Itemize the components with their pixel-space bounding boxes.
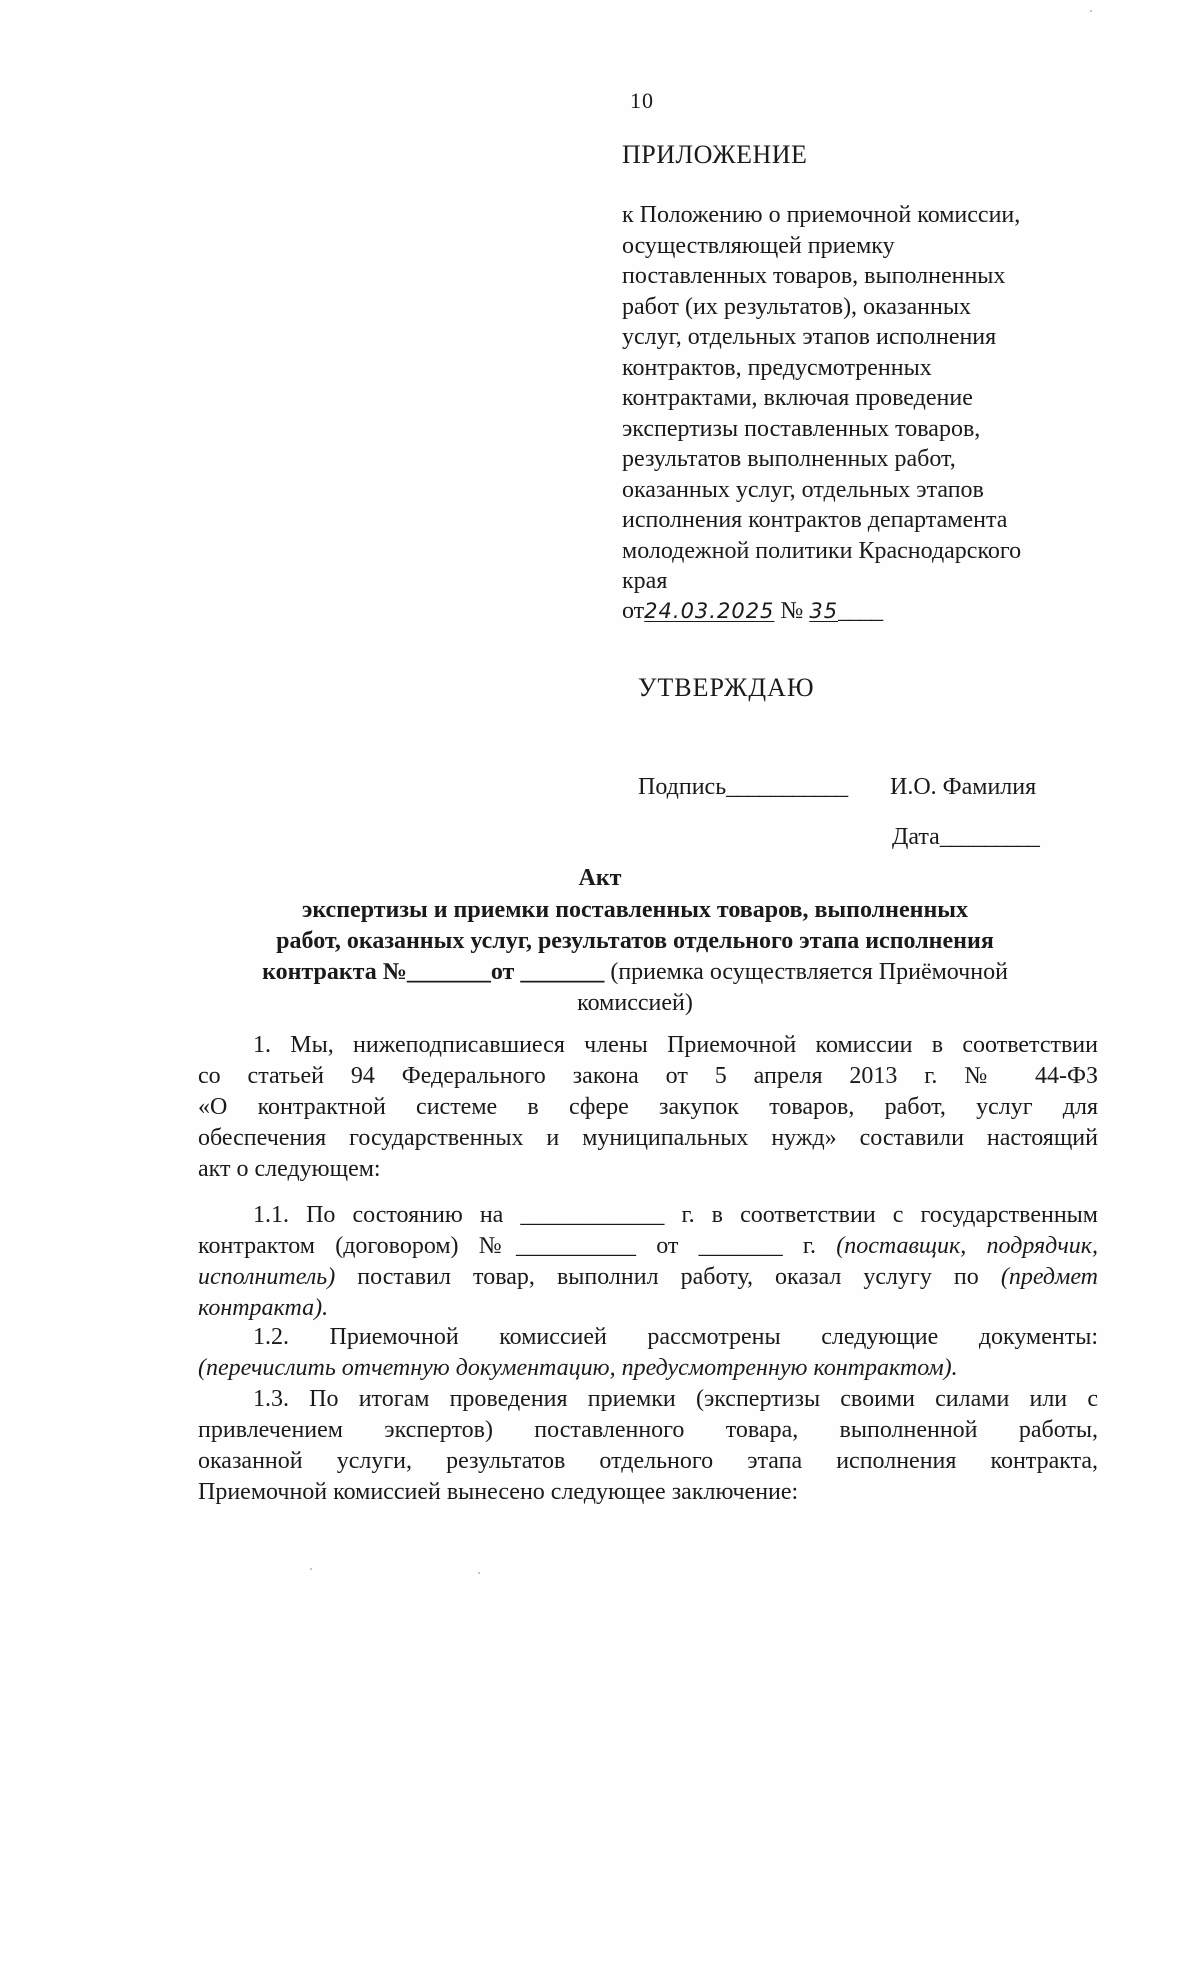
paragraph-italic: (перечислить отчетную документацию, предусмотренную контрактом). (198, 1355, 958, 1381)
appendix-line: исполнения контрактов департамента (622, 507, 1008, 533)
paragraph-1 (198, 1030, 1098, 1185)
paragraph-text: поставил товар, выполнил работу, оказал услугу по (335, 1264, 1001, 1290)
appendix-line: осуществляющей приемку (622, 232, 895, 259)
date-prefix: от (622, 598, 645, 624)
paragraph-line (198, 1262, 1098, 1293)
approve-label: УТВЕРЖДАЮ (638, 673, 815, 702)
paragraph-line (198, 1231, 1098, 1262)
paragraph-line: Приемочной комиссией вынесено следующее заключение: (198, 1479, 799, 1505)
appendix-date-number (622, 598, 882, 625)
paragraph-1-3 (198, 1384, 1098, 1508)
paragraph-line (198, 1353, 1098, 1384)
paragraph-1-2 (198, 1322, 1098, 1384)
signature-row (638, 774, 847, 801)
paragraph-italic: контракта). (198, 1295, 329, 1321)
act-title-line: комиссией) (577, 990, 693, 1016)
appendix-line: экспертизы поставленных товаров, (622, 415, 981, 442)
paragraph-line (198, 1293, 1098, 1324)
act-title-text: работ, оказанных услуг, результатов отдельного этапа исполнения (276, 928, 994, 954)
paragraph-line: привлечением экспертов) поставленного товара, выполненной работы, (198, 1417, 1098, 1443)
scan-speck (478, 1572, 480, 1574)
scan-speck (1090, 10, 1092, 12)
signature-blank: ___________ (726, 774, 848, 800)
act-title-text: экспертизы и приемки поставленных товаров, выполненных (301, 897, 969, 923)
appendix-line: к Положению о приемочной комиссии, (622, 202, 1021, 228)
appendix-line: контрактов, предусмотренных (622, 354, 932, 381)
appendix-line: края (622, 568, 668, 594)
paragraph-line: «О контрактной системе в сфере закупок товаров, работ, услуг для (198, 1094, 1098, 1120)
paragraph-italic: (предмет (1000, 1264, 1098, 1290)
appendix-line: работ (их результатов), оказанных (622, 293, 971, 320)
paragraph-line: обеспечения государственных и муниципальных нужд» составили настоящий (198, 1125, 1098, 1151)
number-underline: ____ (838, 598, 883, 624)
paragraph-line: со статьей 94 Федерального закона от 5 апреля 2013 г. № 44-ФЗ (198, 1063, 1098, 1089)
paragraph-text: контрактом (договором) №__________ от _______ г. (198, 1233, 837, 1259)
scan-speck (310, 1568, 312, 1570)
act-title-line (210, 895, 1060, 926)
paragraph-line: оказанной услуги, результатов отдельного этапа исполнения контракта, (198, 1448, 1098, 1474)
appendix-line: оказанных услуг, отдельных этапов (622, 476, 984, 503)
appendix-line: услуг, отдельных этапов исполнения (622, 324, 997, 350)
handwritten-number: 35 (809, 599, 839, 623)
signer-name: И.О. Фамилия (890, 774, 1037, 800)
act-title-note: (приемка осуществляется Приёмочной (604, 959, 1008, 985)
appendix-line: молодежной политики Краснодарского (622, 537, 1022, 564)
appendix-line: контрактами, включая проведение (622, 385, 973, 411)
paragraph-line: 1.2. Приемочной комиссией рассмотрены следующие документы: (253, 1324, 1098, 1350)
paragraph-line: 1.1. По состоянию на ____________ г. в соответствии с государственным (253, 1202, 1098, 1228)
appendix-line: результатов выполненных работ, (622, 446, 956, 472)
handwritten-date: 24.03.2025 (644, 599, 775, 623)
number-sign: № (780, 598, 804, 624)
act-title (210, 895, 1060, 1019)
approval-date-blank: _________ (939, 824, 1039, 850)
paragraph-line: акт о следующем: (198, 1156, 381, 1182)
paragraph-italic: (поставщик, подрядчик, (836, 1233, 1098, 1259)
paragraph-line: 1. Мы, нижеподписавшиеся члены Приемочной комиссии в соответствии (253, 1032, 1098, 1058)
appendix-text (622, 200, 1092, 597)
act-heading: Акт (578, 865, 622, 891)
appendix-title: ПРИЛОЖЕНИЕ (622, 140, 808, 169)
approval-date-label: Дата (892, 824, 940, 850)
page-number: 10 (630, 88, 654, 113)
act-title-contract: контракта №_______от _______ (262, 959, 605, 985)
paragraph-1-1 (198, 1200, 1098, 1324)
appendix-line: поставленных товаров, выполненных (622, 263, 1006, 289)
act-title-line (210, 957, 1060, 988)
signature-label: Подпись (638, 774, 727, 800)
paragraph-italic: исполнитель) (198, 1264, 336, 1290)
act-title-line (210, 926, 1060, 957)
paragraph-line: 1.3. По итогам проведения приемки (экспертизы своими силами или с (253, 1386, 1098, 1412)
approval-date-row (892, 824, 1039, 851)
